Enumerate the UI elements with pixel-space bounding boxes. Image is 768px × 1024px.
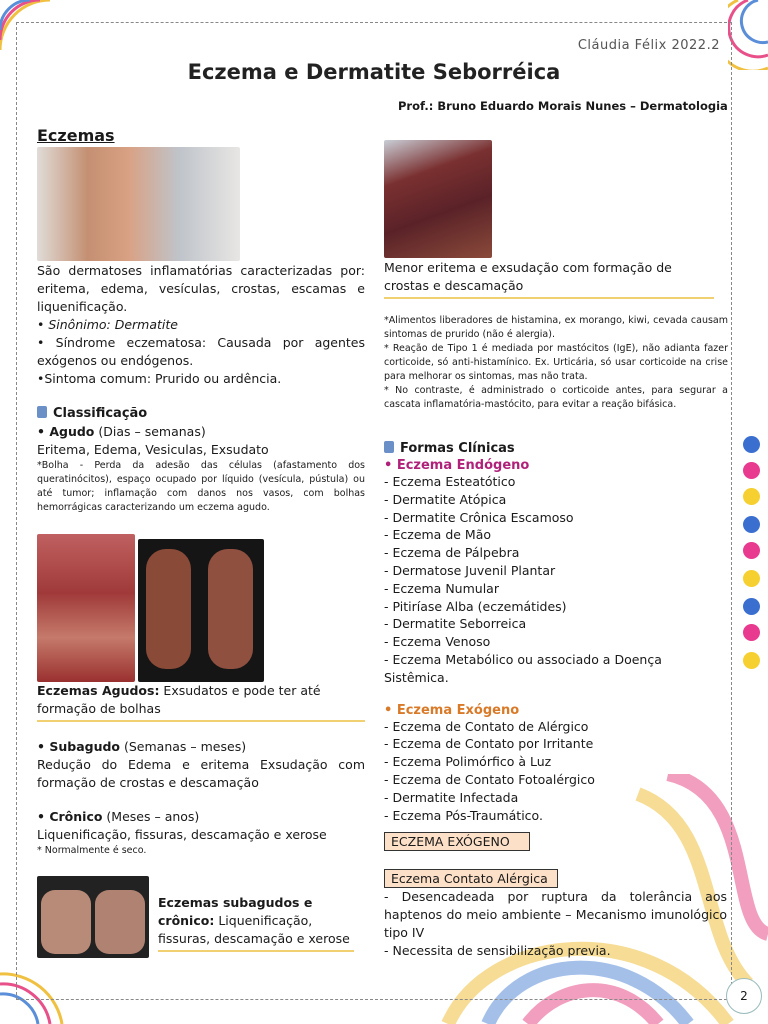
list-item: - Eczema Metabólico ou associado a Doença Sistêmica. <box>384 651 662 685</box>
list-item: - Pitiríase Alba (eczemátides) <box>384 598 567 614</box>
chronic-note: * Normalmente é seco. <box>37 845 147 856</box>
contact-text-1: - Desencadeada por ruptura da tolerância aos haptenos do meio ambiente – Mecanismo imunológico tipo IV <box>384 889 727 940</box>
endo-title: • Eczema Endógeno <box>384 458 530 473</box>
exo-title: • Eczema Exógeno <box>384 702 520 718</box>
list-item: - Eczema Polimórfico à Luz <box>384 754 552 770</box>
note-histamine: *Alimentos liberadores de histamina, ex morango, kiwi, cevada causam sintomas de prurido (não é alergia). <box>384 315 728 340</box>
caption-acute: Eczemas Agudos: Exsudatos e pode ter até formação de bolhas <box>37 682 365 722</box>
decor-dot-icon <box>743 488 760 505</box>
acute-signs: Eritema, Edema, Vesiculas, Exsudato <box>37 442 269 457</box>
caption-chronic: Eczemas subagudos e crônico: Liquenificação, fissuras, descamação e xerose <box>158 894 354 952</box>
chronic-text: Liquenificação, fissuras, descamação e xerose <box>37 827 327 842</box>
chronic-eczema-hands-image <box>37 876 149 958</box>
list-item: - Eczema de Contato de Alérgico <box>384 718 589 734</box>
classification-title: Classificação <box>53 406 148 421</box>
list-item: - Eczema de Pálpebra <box>384 545 520 561</box>
box-contato-alergica: Eczema Contato Alérgica <box>384 868 558 888</box>
chronic-block <box>37 808 365 858</box>
syndrome-text: • Síndrome eczematosa: Causada por agentes exógenos ou endógenos. <box>37 335 365 368</box>
symptom-text: •Sintoma comum: Prurido ou ardência. <box>37 371 282 386</box>
acute-label: • Agudo <box>37 424 95 439</box>
chronic-label: • Crônico <box>37 809 103 824</box>
list-item: - Eczema de Contato por Irritante <box>384 736 594 752</box>
author-signature: Cláudia Félix 2022.2 <box>577 38 720 53</box>
definition-text: São dermatoses inflamatórias caracterizadas por: eritema, edema, vesículas, crostas, escamas e liquenificação. <box>37 263 365 314</box>
list-item: - Eczema de Contato Fotoalérgico <box>384 771 595 787</box>
classification-block <box>37 405 365 515</box>
endo-list <box>384 473 728 687</box>
list-item: - Dermatose Juvenil Plantar <box>384 562 556 578</box>
exo-list <box>384 718 728 825</box>
arm-scratching-image <box>37 147 240 261</box>
doctor-icon <box>384 441 394 453</box>
acute-eczema-image-1 <box>37 534 135 682</box>
acute-time: (Dias – semanas) <box>94 424 206 439</box>
decor-dot-icon <box>743 598 760 615</box>
left-column <box>37 126 365 145</box>
decor-dot-icon <box>743 462 760 479</box>
list-item: - Dermatite Infectada <box>384 789 519 805</box>
subacute-text: Redução do Edema e eritema Exsudação com formação de crostas e descamação <box>37 757 365 790</box>
professor-line: Prof.: Bruno Eduardo Morais Nunes – Dermatologia <box>398 99 728 113</box>
histamine-notes <box>384 314 728 412</box>
decor-dot-icon <box>743 542 760 559</box>
decor-dot-icon <box>743 570 760 587</box>
decor-dot-icon <box>743 436 760 453</box>
list-item: - Eczema Pós-Traumático. <box>384 807 543 823</box>
list-item: - Eczema Venoso <box>384 634 491 650</box>
list-item: - Eczema Esteatótico <box>384 474 516 489</box>
page-number: 2 <box>726 978 762 1014</box>
foot-eczema-image <box>384 140 492 258</box>
clinical-forms-block <box>384 440 728 824</box>
acute-eczema-image-2 <box>138 539 264 682</box>
forms-title: Formas Clínicas <box>400 441 515 456</box>
subacute-block <box>37 738 365 792</box>
chronic-time: (Meses – anos) <box>102 809 200 824</box>
decor-dot-icon <box>743 516 760 533</box>
decor-dot-icon <box>743 652 760 669</box>
subacute-label: • Subagudo <box>37 739 121 754</box>
acute-note: *Bolha - Perda da adesão das células (afastamento dos queratinócitos), espaço ocupado por líquido (vesícula, pústula) ou até tumor; inflamação com danos nos vasos, com bolhas hemorrágicas caracterizando um eczema agudo. <box>37 460 365 513</box>
section-title: Eczemas <box>37 126 115 145</box>
list-item: - Dermatite Seborreica <box>384 616 527 632</box>
list-item: - Eczema de Mão <box>384 527 492 543</box>
list-item: - Eczema Numular <box>384 580 499 596</box>
note-type1: * Reação de Tipo 1 é mediada por mastócitos (IgE), não adianta fazer corticoide, só anti-histamínico. Ex. Urticária, só usar corticoide na crise para melhorar os sintomas, mas não trata. <box>384 343 728 382</box>
synonym-text: • Sinônimo: Dermatite <box>37 317 178 332</box>
doctor-icon <box>37 406 47 418</box>
subacute-time: (Semanas – meses) <box>120 739 247 754</box>
note-contrast: * No contraste, é administrado o corticoide antes, para segurar a cascata inflamatória-mastócito, para evitar a reação bifásica. <box>384 385 728 410</box>
contact-text-2: - Necessita de sensibilização previa. <box>384 943 611 958</box>
caption-foot: Menor eritema e exsudação com formação de crostas e descamação <box>384 259 714 299</box>
page-title: Eczema e Dermatite Seborréica <box>187 60 561 84</box>
box-eczema-exogeno: ECZEMA EXÓGENO <box>384 831 530 851</box>
decor-dot-icon <box>743 624 760 641</box>
list-item: - Dermatite Atópica <box>384 491 507 507</box>
definition-block <box>37 262 365 388</box>
contact-allergic-text <box>384 888 727 960</box>
list-item: - Dermatite Crônica Escamoso <box>384 509 574 525</box>
